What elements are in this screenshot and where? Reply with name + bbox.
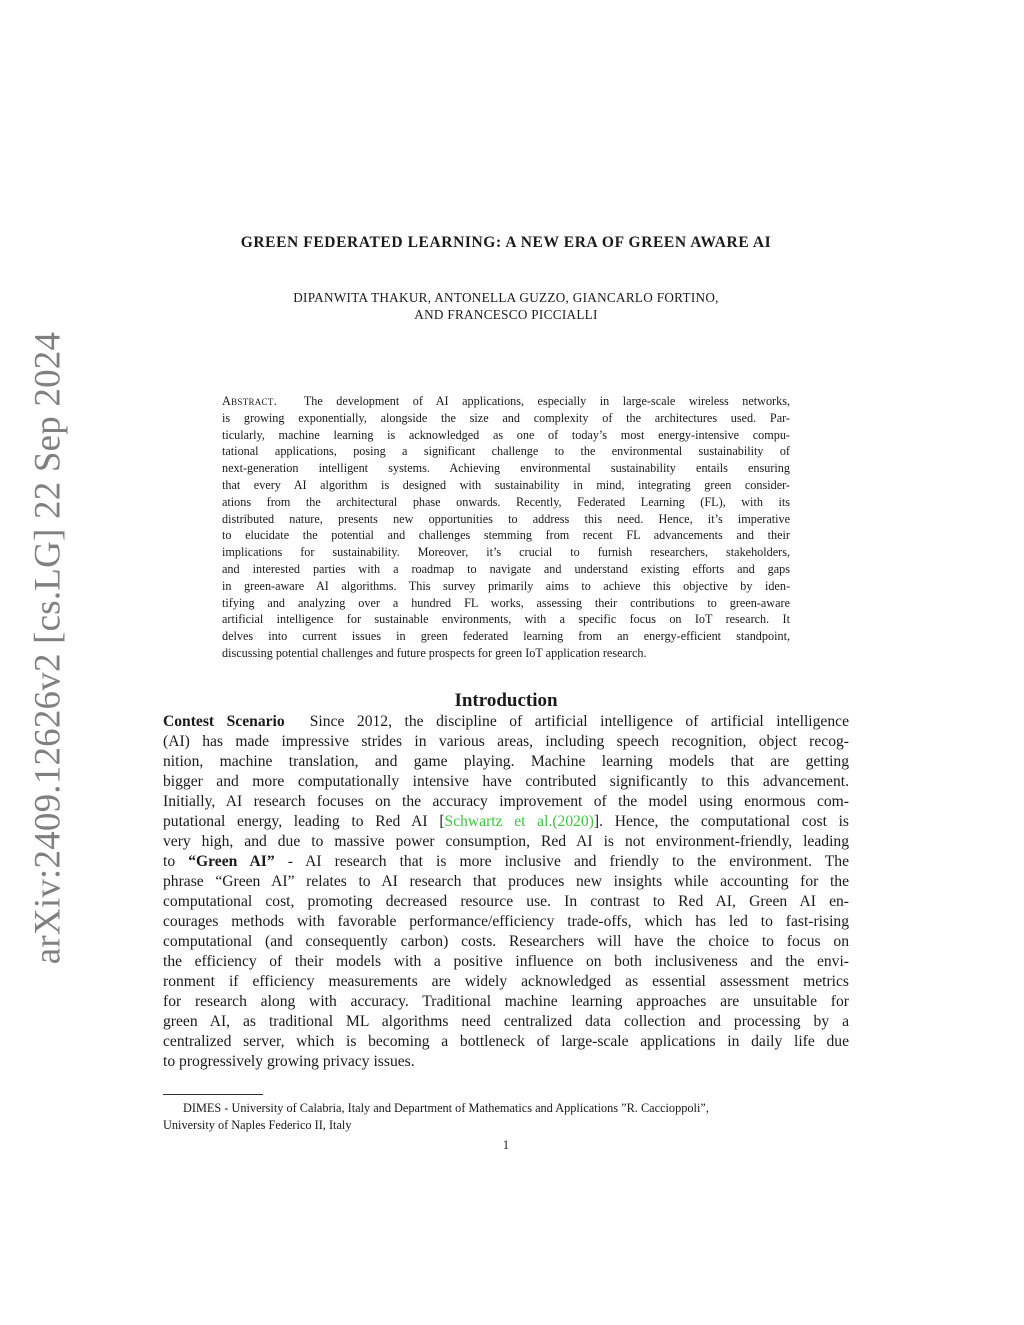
abstract-line: that every AI algorithm is designed with sustainability in mind, integrating green consider- xyxy=(222,477,790,492)
abstract-line: tifying and analyzing over a hundred FL works, assessing their contributions to green-aware xyxy=(222,595,790,610)
authors-line: DIPANWITA THAKUR, ANTONELLA GUZZO, GIANCARLO FORTINO, xyxy=(293,290,719,305)
body-line: to progressively growing privacy issues. xyxy=(163,1053,415,1070)
abstract-line: next-generation intelligent systems. Achieving environmental sustainability entails ensuring xyxy=(222,461,790,476)
body-line: nition, machine translation, and game playing. Machine learning models that are getting xyxy=(163,753,849,770)
body-line: phrase “Green AI” relates to AI research that produces new insights while accounting for the xyxy=(163,873,849,890)
abstract-line: ticularly, machine learning is acknowledged as one of today’s most energy-intensive compu- xyxy=(222,427,790,442)
abstract-line: tational applications, posing a significant challenge to the environmental sustainability of xyxy=(222,444,790,459)
paragraph-label: Contest Scenario xyxy=(163,713,285,730)
abstract xyxy=(222,393,790,662)
footnote-line: DIMES - University of Calabria, Italy and Department of Mathematics and Applications ”R. Caccioppoli”, xyxy=(183,1101,709,1115)
body-line: (AI) has made impressive strides in various areas, including speech recognition, object recog- xyxy=(163,733,849,750)
body-line: for research along with accuracy. Traditional machine learning approaches are unsuitable for xyxy=(163,993,849,1010)
abstract-line: in green-aware AI algorithms. This survey primarily aims to achieve this objective by iden- xyxy=(222,578,790,593)
body-line: ronment if efficiency measurements are widely acknowledged as essential assessment metrics xyxy=(163,973,849,990)
abstract-line: ations from the architectural phase onwards. Recently, Federated Learning (FL), with its xyxy=(222,494,790,509)
arxiv-identifier[interactable]: arXiv:2409.12626v2 [cs.LG] 22 Sep 2024 xyxy=(27,331,69,965)
authors-line: AND FRANCESCO PICCIALLI xyxy=(414,307,598,322)
author-list xyxy=(200,289,812,323)
citation-link[interactable]: Schwartz et al.(2020) xyxy=(444,813,594,830)
abstract-line: Abstract. The development of AI applications, especially in large-scale wireless networks, xyxy=(222,394,790,408)
body-line: courages methods with favorable performance/efficiency trade-offs, which has led to fast-rising xyxy=(163,913,849,930)
abstract-line: discussing potential challenges and future prospects for green IoT application research. xyxy=(222,645,647,660)
affiliation-footnote xyxy=(163,1100,849,1134)
body-line: computational (and consequently carbon) costs. Researchers will have the choice to focus on xyxy=(163,933,849,950)
paper-title: GREEN FEDERATED LEARNING: A NEW ERA OF GREEN AWARE AI xyxy=(240,234,772,251)
abstract-line: artificial intelligence for sustainable environments, with a specific focus on IoT research. It xyxy=(222,612,790,627)
footnote-divider xyxy=(163,1094,263,1095)
page-number: 1 xyxy=(502,1138,510,1152)
body-line: centralized server, which is becoming a bottleneck of large-scale applications in daily life due xyxy=(163,1033,849,1050)
abstract-line: implications for sustainability. Moreover, it’s crucial to furnish researchers, stakeholders, xyxy=(222,545,790,560)
section-heading: Introduction xyxy=(454,690,558,711)
body-line: putational energy, leading to Red AI [Schwartz et al.(2020)]. Hence, the computational cost is xyxy=(163,813,849,830)
green-ai-term: “Green AI” xyxy=(188,853,275,870)
body-line: to “Green AI” - AI research that is more inclusive and friendly to the environment. The xyxy=(163,853,849,870)
abstract-line: to elucidate the potential and challenges stemming from recent FL advancements and their xyxy=(222,528,790,543)
body-line: computational cost, promoting decreased resource use. In contrast to Red AI, Green AI en- xyxy=(163,893,849,910)
abstract-label: Abstract. xyxy=(222,394,278,408)
body-line: Initially, AI research focuses on the accuracy improvement of the model using enormous com- xyxy=(163,793,849,810)
introduction-body xyxy=(163,712,849,1072)
body-line: bigger and more computationally intensive have contributed significantly to this advancement. xyxy=(163,773,849,790)
abstract-line: is growing exponentially, alongside the size and complexity of the architectures used. Par- xyxy=(222,410,790,425)
body-line: very high, and due to massive power consumption, Red AI is not environment-friendly, leading xyxy=(163,833,849,850)
footnote-line: University of Naples Federico II, Italy xyxy=(163,1118,352,1132)
abstract-line: and interested parties with a roadmap to navigate and understand existing efforts and gaps xyxy=(222,561,790,576)
abstract-line: delves into current issues in green federated learning from an energy-efficient standpoint, xyxy=(222,629,790,644)
abstract-line: distributed nature, presents new opportunities to address this need. Hence, it’s imperative xyxy=(222,511,790,526)
body-line: Contest Scenario Since 2012, the discipline of artificial intelligence of artificial intelligence xyxy=(163,713,849,730)
body-line: the efficiency of their models with a positive influence on both inclusiveness and the envi- xyxy=(163,953,849,970)
body-line: green AI, as traditional ML algorithms need centralized data collection and processing by a xyxy=(163,1013,849,1030)
